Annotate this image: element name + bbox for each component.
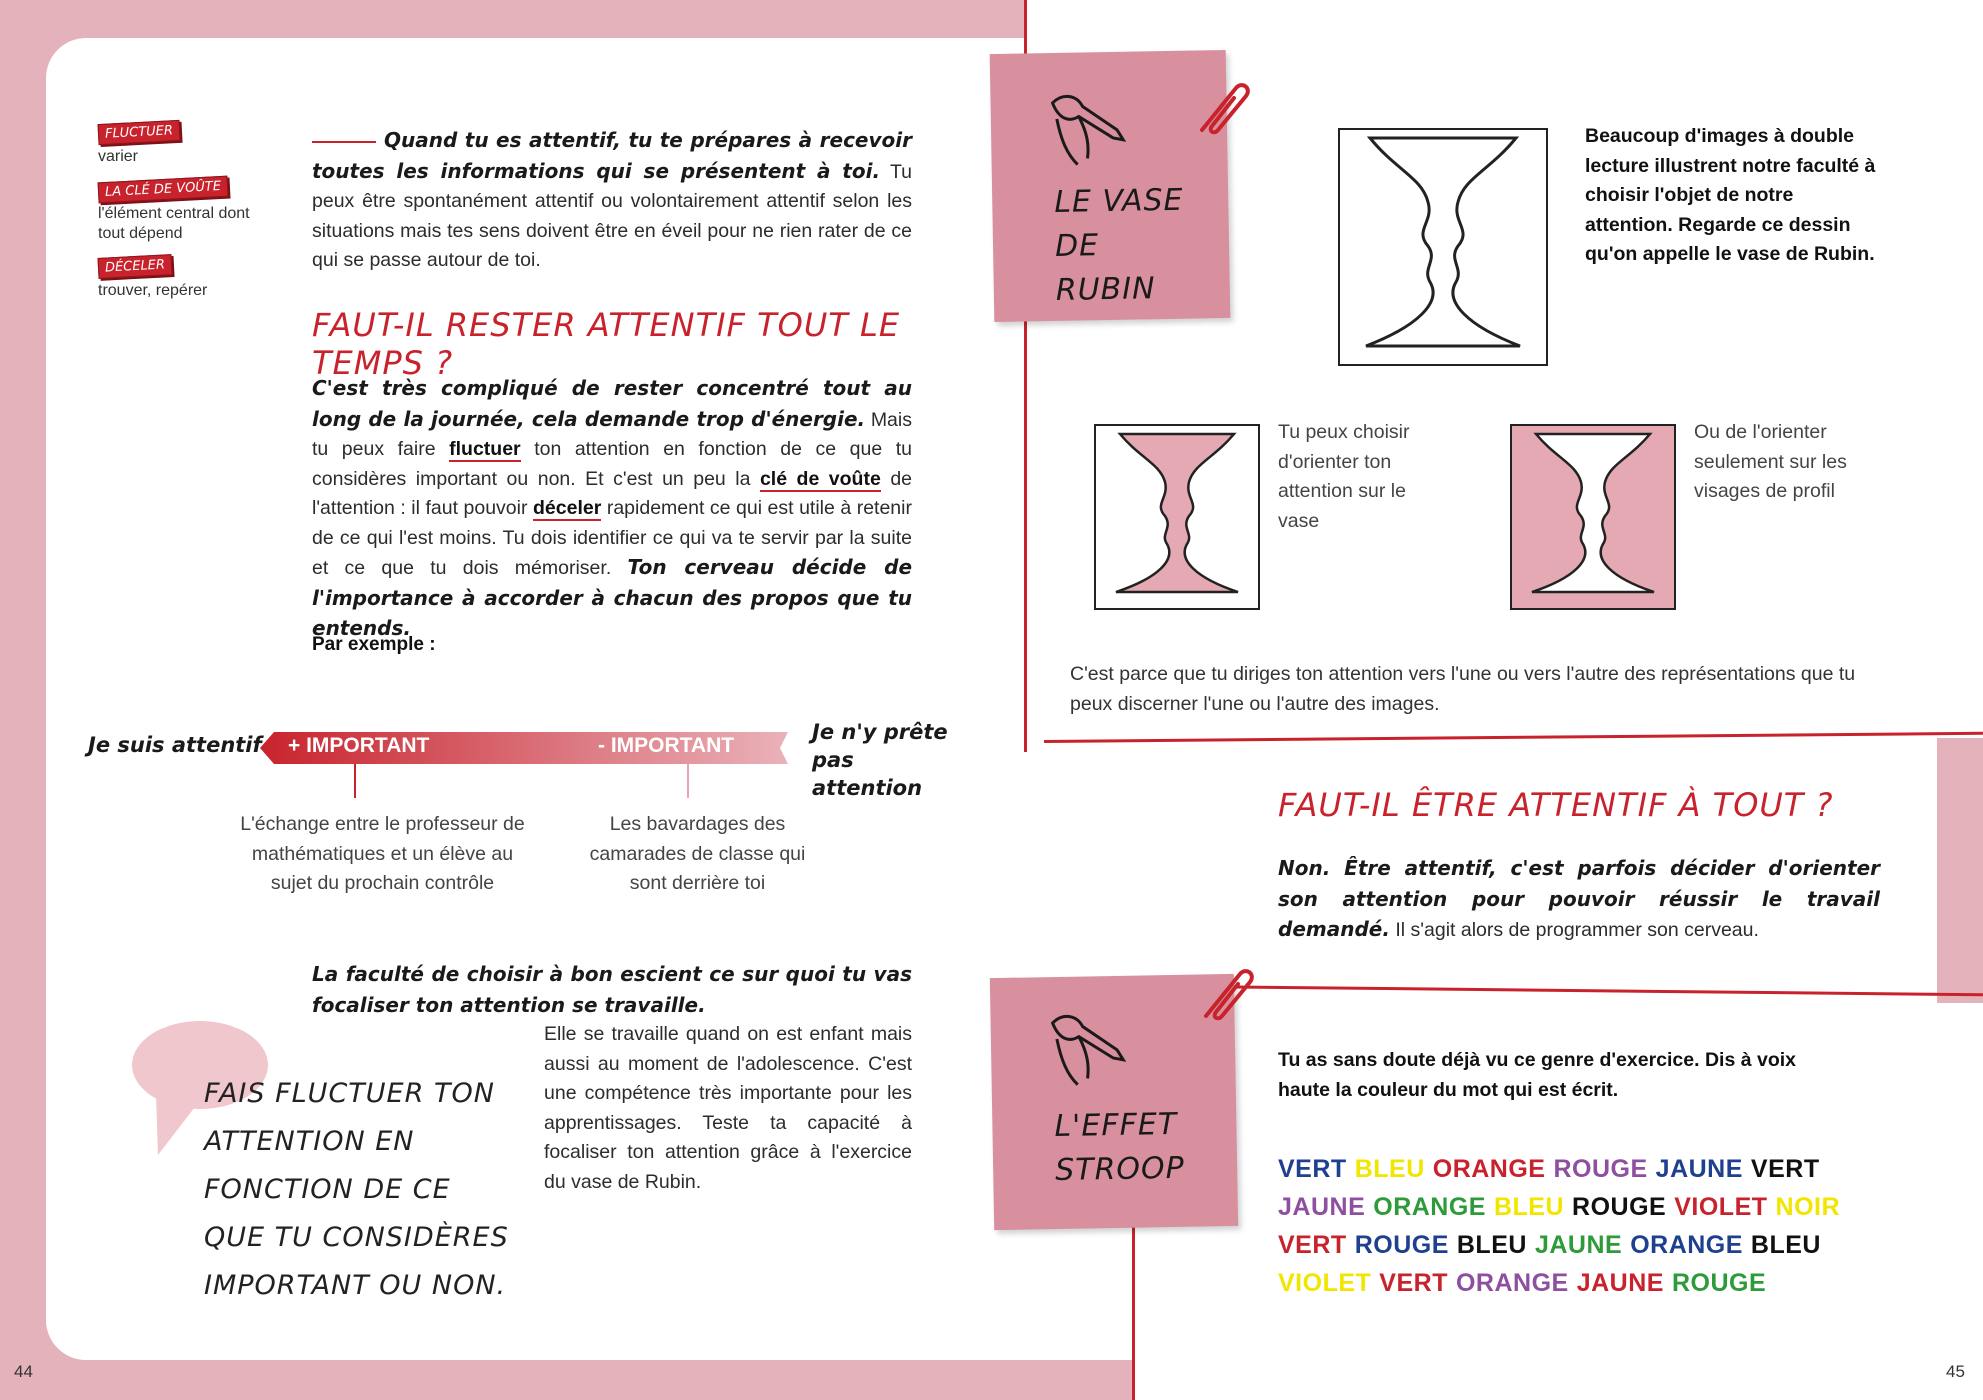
- paragraph-text: ton attention en fonction de ce que tu considères important ou non. Et c'est un peu la: [312, 438, 912, 490]
- example-not-important: Les bavardages des camarades de classe qui sont derrière toi: [589, 813, 806, 894]
- glossary: [98, 122, 268, 301]
- right-page-side-tab: [1937, 738, 1983, 1003]
- highlight-cle-de-voute: clé de voûte: [759, 467, 881, 490]
- rubin-intro: Beaucoup d'images à double lecture illustrent notre faculté à choisir l'objet de notre attention. Regarde ce dessin qu'on appelle le vase de Rubin.: [1585, 125, 1876, 265]
- caption-faces: Ou de l'orienter seulement sur les visages de profil: [1694, 421, 1847, 502]
- glossary-term: LA CLÉ DE VOÛTE: [98, 176, 229, 204]
- section-heading: FAUT-IL RESTER ATTENTIF TOUT LE TEMPS ?: [312, 306, 901, 382]
- stroop-word: BLEU: [1750, 1231, 1821, 1259]
- scale-tick-left: [354, 764, 356, 798]
- stroop-grid: [1278, 1150, 1918, 1302]
- pencil-hand-icon: [1042, 88, 1133, 170]
- stroop-row: [1278, 1264, 1918, 1302]
- faculty-paragraph-lead: [312, 960, 912, 1021]
- stroop-word: VERT: [1278, 1231, 1347, 1259]
- glossary-definition: varier: [98, 148, 139, 165]
- scale-left-label: Je suis attentif: [88, 733, 262, 757]
- section-heading-right: FAUT-IL ÊTRE ATTENTIF À TOUT ?: [1278, 786, 1834, 824]
- stroop-row: [1278, 1226, 1918, 1264]
- intro-text: Tu peux être spontanément attentif ou volontairement attentif selon les situations mais tes sens doivent être en éveil pour ne rien rater de ce qui se passe autour de toi.: [312, 160, 912, 271]
- stroop-word: JAUNE: [1534, 1231, 1623, 1259]
- vase-highlighted-illustration: [1094, 424, 1260, 610]
- left-page-bottom-extension: [1025, 1360, 1133, 1400]
- scale-plus-label: + IMPORTANT: [288, 734, 430, 757]
- stroop-word: ROUGE: [1354, 1231, 1449, 1259]
- example-label: Par exemple :: [312, 634, 436, 655]
- paperclip-icon: [1194, 78, 1254, 138]
- glossary-term: FLUCTUER: [98, 120, 181, 145]
- paragraph-handwritten: C'est très compliqué de rester concentré tout au long de la journée, cela demande trop d'énergie.: [312, 376, 912, 431]
- stroop-word: ORANGE: [1432, 1155, 1546, 1183]
- stroop-word: VIOLET: [1278, 1269, 1372, 1297]
- page-number-left: 44: [14, 1362, 33, 1381]
- page-number-right: 45: [1946, 1362, 1965, 1381]
- bubble-message: FAIS FLUCTUER TON ATTENTION EN FONCTION DE CE QUE TU CONSIDÈRES IMPORTANT OU NON.: [204, 1078, 509, 1301]
- glossary-term: DÉCELER: [98, 254, 173, 279]
- note-title-stroop: L'EFFET STROOP: [1054, 1106, 1186, 1189]
- stroop-word: BLEU: [1456, 1231, 1527, 1259]
- faculty-paragraph-rest: Elle se travaille quand on est enfant mais aussi au moment de l'adolescence. C'est une compétence très importante pour les apprentissages. Teste ta capacité à focaliser ton attention grâce à l'exercice du vase de Rubin.: [544, 1023, 912, 1193]
- stroop-word: VIOLET: [1674, 1193, 1768, 1221]
- glossary-item: [98, 122, 268, 167]
- highlight-fluctuer: fluctuer: [449, 438, 521, 460]
- glossary-item: [98, 256, 268, 301]
- note-title-rubin: LE VASE DE RUBIN: [1053, 182, 1184, 308]
- intro-handwritten: Quand tu es attentif, tu te prépares à recevoir toutes les informations qui se présentent à toi.: [312, 128, 912, 183]
- stroop-word: JAUNE: [1655, 1155, 1743, 1183]
- faces-highlighted-illustration: [1510, 424, 1676, 610]
- scale-minus-label: - IMPORTANT: [598, 734, 735, 757]
- stroop-word: ROUGE: [1671, 1269, 1767, 1297]
- scale-tick-right: [687, 764, 689, 798]
- stroop-word: BLEU: [1493, 1193, 1565, 1221]
- stroop-word: NOIR: [1775, 1193, 1841, 1221]
- paragraph-text: Mais tu peux faire: [312, 408, 912, 460]
- stroop-intro: Tu as sans doute déjà vu ce genre d'exercice. Dis à voix haute la couleur du mot qui est écrit.: [1278, 1049, 1796, 1101]
- stroop-word: ROUGE: [1572, 1193, 1667, 1221]
- stroop-row: [1278, 1150, 1918, 1188]
- glossary-definition: trouver, repérer: [98, 282, 208, 299]
- scale-right-label: Je n'y prête pas attention: [812, 720, 948, 800]
- attention-paragraph: [312, 374, 912, 645]
- stroop-word: VERT: [1379, 1269, 1448, 1297]
- glossary-definition: l'élément central dont tout dépend: [98, 205, 250, 242]
- stroop-word: JAUNE: [1278, 1193, 1366, 1221]
- glossary-item: [98, 179, 268, 244]
- rubin-frame-bottom-line: [1044, 732, 1983, 743]
- rubin-conclusion: C'est parce que tu diriges ton attention vers l'une ou vers l'autre des représentations que tu peux discerner l'une ou l'autre des images.: [1070, 663, 1856, 715]
- rubin-vase-illustration: [1338, 128, 1548, 366]
- example-important: L'échange entre le professeur de mathématiques et un élève au sujet du prochain contrôle: [240, 813, 525, 894]
- intro-paragraph: [312, 126, 912, 276]
- caption-vase: Tu peux choisir d'orienter ton attention sur le vase: [1278, 421, 1410, 532]
- intro-dash: [312, 141, 376, 143]
- paragraph-text: de l'attention : il faut pouvoir: [312, 467, 913, 519]
- stroop-word: ORANGE: [1630, 1231, 1743, 1259]
- paragraph-text: rapidement ce qui est utile à retenir de ce qui l'est moins. Tu dois identifier ce qui va te servir par la suite et ce que tu dois mémoriser.: [312, 497, 912, 579]
- stroop-word: VERT: [1750, 1155, 1820, 1183]
- stroop-word: ROUGE: [1553, 1155, 1648, 1183]
- stroop-word: ORANGE: [1373, 1193, 1486, 1221]
- highlight-deceler: déceler: [533, 497, 602, 519]
- stroop-word: BLEU: [1354, 1155, 1425, 1183]
- stroop-row: [1278, 1188, 1918, 1226]
- pencil-hand-icon: [1042, 1008, 1133, 1090]
- right-handwritten: Non. Être attentif, c'est parfois décider d'orienter son attention pour pouvoir réussir le travail demandé.: [1278, 856, 1880, 941]
- faculty-handwritten: La faculté de choisir à bon escient ce sur quoi tu vas focaliser ton attention se travaille.: [312, 962, 912, 1017]
- stroop-word: JAUNE: [1576, 1269, 1664, 1297]
- stroop-word: VERT: [1278, 1155, 1347, 1183]
- right-text: Il s'agit alors de programmer son cerveau.: [1395, 919, 1759, 941]
- stroop-word: ORANGE: [1455, 1269, 1569, 1297]
- paperclip-icon: [1198, 964, 1258, 1024]
- right-paragraph: [1278, 854, 1880, 946]
- paragraph-handwritten-2: Ton cerveau décide de l'importance à accorder à chacun des propos que tu entends.: [312, 555, 913, 640]
- stroop-frame-top-line: [1190, 985, 1983, 996]
